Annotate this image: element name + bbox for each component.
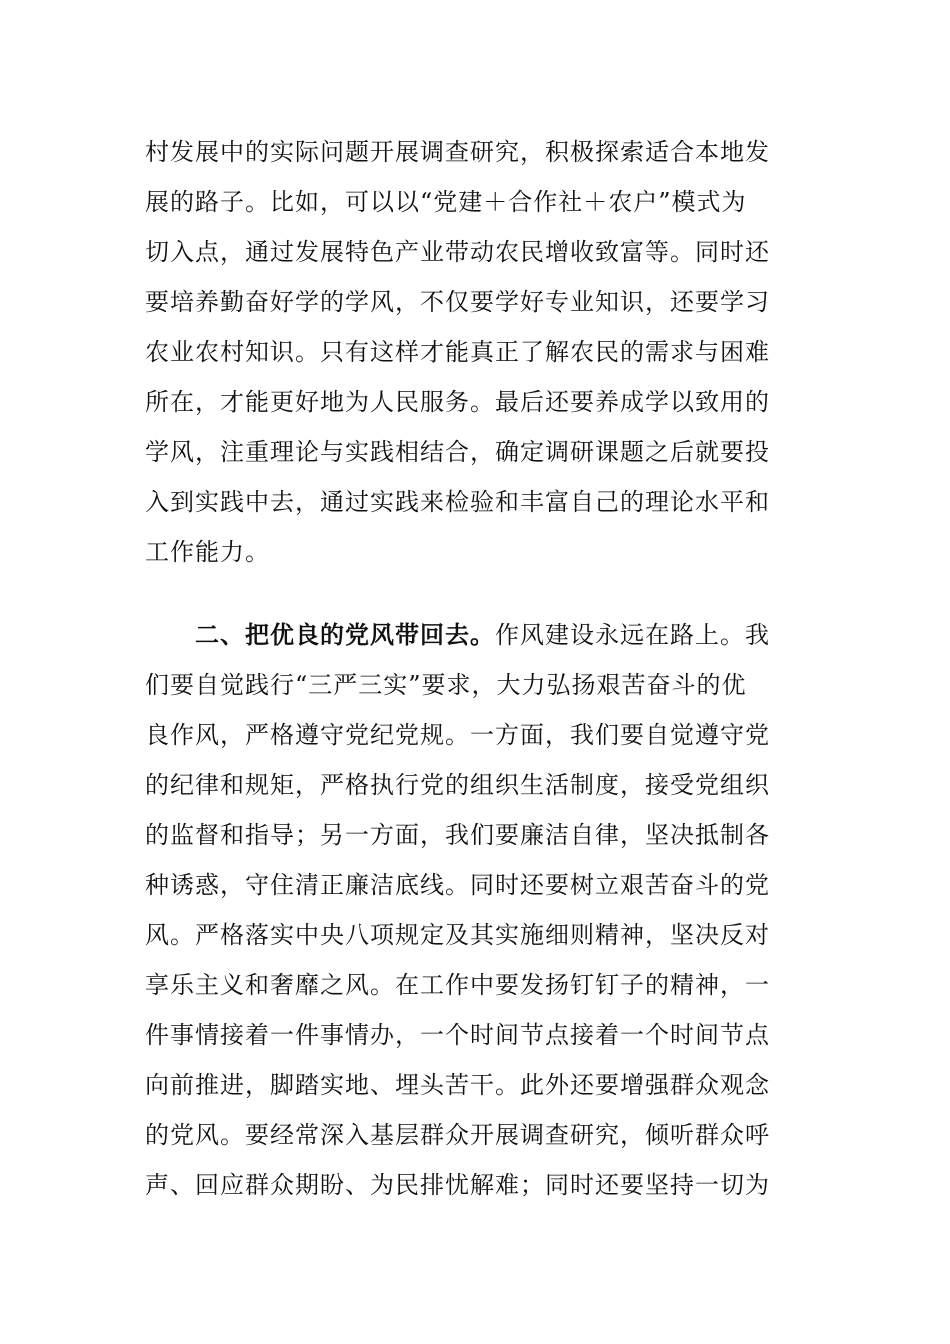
paragraph-line: 的监督和指导；另一方面，我们要廉洁自律，坚决抵制各 xyxy=(145,821,770,849)
paragraph-line: 工作能力。 xyxy=(145,538,270,566)
paragraph-line: 入到实践中去，通过实践来检验和丰富自己的理论水平和 xyxy=(145,488,770,516)
paragraph-line: 农业农村知识。只有这样才能真正了解农民的需求与困难 xyxy=(145,338,770,366)
paragraph-line: 所在，才能更好地为人民服务。最后还要养成学以致用的 xyxy=(145,388,770,416)
paragraph-first-line xyxy=(145,610,795,660)
paragraph-line: 展的路子。比如，可以以“党建＋合作社＋农户”模式为 xyxy=(145,188,747,216)
paragraph-line: 种诱惑，守住清正廉洁底线。同时还要树立艰苦奋斗的党 xyxy=(145,871,770,899)
paragraph-line: 切入点，通过发展特色产业带动农民增收致富等。同时还 xyxy=(145,238,770,266)
paragraph-line: 件事情接着一件事情办，一个时间节点接着一个时间节点 xyxy=(145,1021,770,1049)
section-heading: 二、把优良的党风带回去。 xyxy=(195,621,495,649)
paragraph-line: 声、回应群众期盼、为民排忧解难；同时还要坚持一切为 xyxy=(145,1171,770,1199)
paragraph-1 xyxy=(145,127,795,577)
paragraph-2 xyxy=(145,610,795,1210)
paragraph-line: 享乐主义和奢靡之风。在工作中要发扬钉钉子的精神，一 xyxy=(145,971,770,999)
paragraph-line: 学风，注重理论与实践相结合，确定调研课题之后就要投 xyxy=(145,438,770,466)
paragraph-line: 们要自觉践行“三严三实”要求，大力弘扬艰苦奋斗的优 xyxy=(145,671,747,699)
paragraph-line: 良作风，严格遵守党纪党规。一方面，我们要自觉遵守党 xyxy=(145,721,770,749)
paragraph-line: 的纪律和规矩，严格执行党的组织生活制度，接受党组织 xyxy=(145,771,770,799)
paragraph-line: 的党风。要经常深入基层群众开展调查研究，倾听群众呼 xyxy=(145,1121,770,1149)
paragraph-line: 风。严格落实中央八项规定及其实施细则精神，坚决反对 xyxy=(145,921,770,949)
paragraph-line-rest: 作风建设永远在路上。我 xyxy=(495,621,770,649)
paragraph-line: 要培养勤奋好学的学风，不仅要学好专业知识，还要学习 xyxy=(145,288,770,316)
paragraph-line: 村发展中的实际问题开展调查研究，积极探索适合本地发 xyxy=(145,138,770,166)
paragraph-line: 向前推进，脚踏实地、埋头苦干。此外还要增强群众观念 xyxy=(145,1071,770,1099)
